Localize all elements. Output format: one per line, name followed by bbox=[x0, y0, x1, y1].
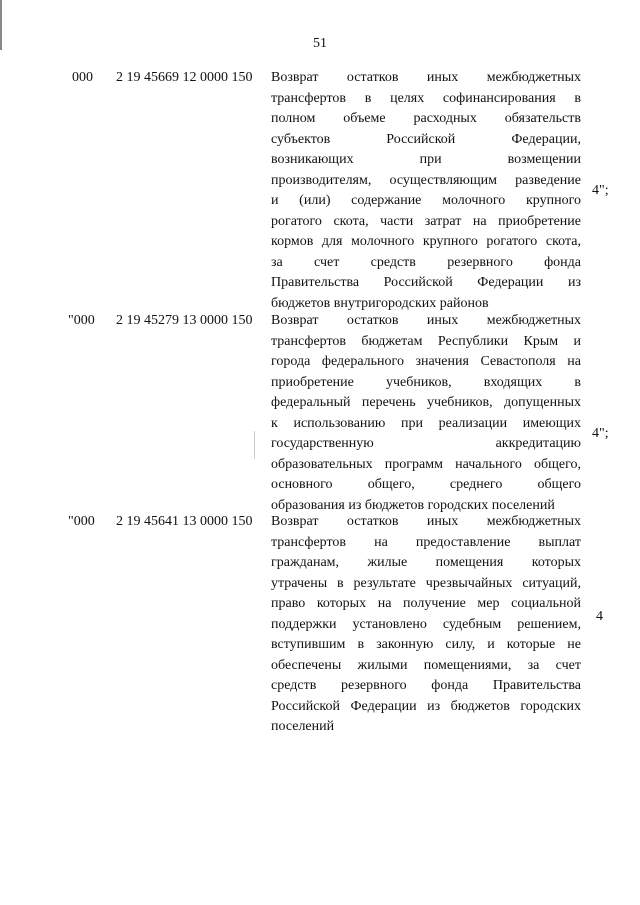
description-line: и (или) содержание молочного крупного bbox=[271, 193, 581, 208]
description-line: Правительства Российской Федерации из bbox=[271, 275, 581, 290]
description-line: рогатого скота, части затрат на приобретение bbox=[271, 213, 581, 229]
description-line: поддержки установлено судебным решением, bbox=[271, 616, 581, 632]
page-number: 51 bbox=[313, 36, 327, 51]
row-suffix: 4 bbox=[596, 609, 603, 624]
description-line: утрачены в результате чрезвычайных ситуаций, bbox=[271, 575, 581, 591]
description-line: приобретение учебников, входящих в bbox=[271, 374, 581, 390]
description-line: города федерального значения Севастополя на bbox=[271, 354, 581, 369]
description-line: федеральный перечень учебников, допущенных bbox=[271, 395, 581, 410]
description-line: субъектов Российской Федерации, bbox=[271, 131, 581, 147]
description-line: образовательных программ начального общего, bbox=[271, 456, 581, 472]
description-line: право которых на получение мер социальной bbox=[271, 596, 581, 611]
admin-code: "000 bbox=[68, 313, 95, 328]
budget-classification-code: 2 19 45279 13 0000 150 bbox=[116, 313, 253, 328]
description-line: гражданам, жилые помещения которых bbox=[271, 555, 581, 570]
row-description bbox=[271, 311, 581, 516]
budget-classification-code: 2 19 45669 12 0000 150 bbox=[116, 70, 253, 85]
description-line: возникающих при возмещении bbox=[271, 152, 581, 167]
row-suffix: 4"; bbox=[592, 426, 609, 441]
row-description bbox=[271, 512, 581, 738]
description-line: основного общего, среднего общего bbox=[271, 477, 581, 492]
description-line: производителям, осуществляющим разведение bbox=[271, 172, 581, 188]
description-line: вступившим в законную силу, и которые не bbox=[271, 637, 581, 652]
description-line: государственную аккредитацию bbox=[271, 436, 581, 451]
description-line: к использованию при реализации имеющих bbox=[271, 415, 581, 431]
description-line: бюджетов внутригородских районов bbox=[271, 295, 489, 311]
description-line: трансфертов бюджетам Республики Крым и bbox=[271, 333, 581, 349]
description-line: Возврат остатков иных межбюджетных bbox=[271, 70, 581, 85]
row-description bbox=[271, 68, 581, 314]
description-line: образования из бюджетов городских поселений bbox=[271, 497, 555, 513]
admin-code: 000 bbox=[72, 70, 93, 85]
description-line: Возврат остатков иных межбюджетных bbox=[271, 313, 581, 328]
description-line: Российской Федерации из бюджетов городских bbox=[271, 698, 581, 714]
description-line: трансфертов в целях софинансирования в bbox=[271, 90, 581, 106]
description-line: обеспечены жилыми помещениями, за счет bbox=[271, 657, 581, 673]
budget-classification-code: 2 19 45641 13 0000 150 bbox=[116, 514, 253, 529]
description-line: кормов для молочного крупного рогатого скота, bbox=[271, 234, 581, 249]
description-line: трансфертов на предоставление выплат bbox=[271, 534, 581, 550]
description-line: Возврат остатков иных межбюджетных bbox=[271, 514, 581, 529]
row-suffix: 4"; bbox=[592, 183, 609, 198]
description-line: полном объеме расходных обязательств bbox=[271, 111, 581, 126]
description-line: средств резервного фонда Правительства bbox=[271, 678, 581, 693]
description-line: за счет средств резервного фонда bbox=[271, 254, 581, 270]
scan-mark bbox=[254, 431, 255, 459]
admin-code: "000 bbox=[68, 514, 95, 529]
description-line: поселений bbox=[271, 719, 335, 734]
